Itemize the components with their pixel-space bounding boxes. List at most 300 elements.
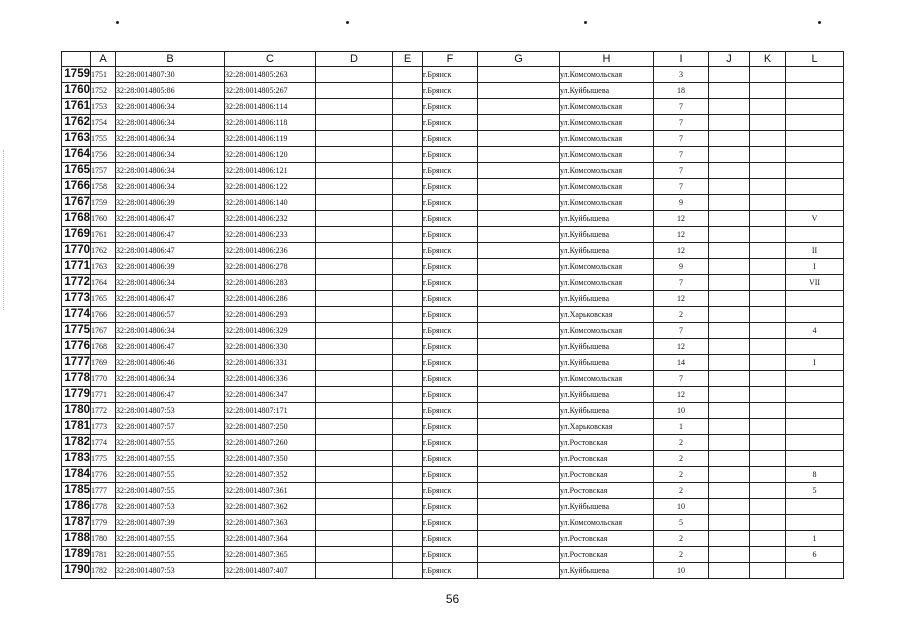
cell-c[interactable]: 32:28:0014806:140 <box>225 195 316 211</box>
cell-f[interactable]: г.Брянск <box>423 307 478 323</box>
cell-d[interactable] <box>316 563 393 579</box>
cell-i[interactable]: 2 <box>654 435 709 451</box>
cell-i[interactable]: 18 <box>654 83 709 99</box>
cell-f[interactable]: г.Брянск <box>423 179 478 195</box>
cell-f[interactable]: г.Брянск <box>423 499 478 515</box>
row-number[interactable]: 1761 <box>62 99 91 115</box>
cell-d[interactable] <box>316 163 393 179</box>
cell-f[interactable]: г.Брянск <box>423 515 478 531</box>
row-number[interactable]: 1786 <box>62 499 91 515</box>
cell-e[interactable] <box>393 339 423 355</box>
cell-i[interactable]: 3 <box>654 67 709 83</box>
cell-h[interactable]: ул.Комсомольская <box>560 259 654 275</box>
cell-k[interactable] <box>750 291 786 307</box>
cell-h[interactable]: ул.Куйбышева <box>560 387 654 403</box>
cell-g[interactable] <box>478 147 560 163</box>
cell-l[interactable]: 4 <box>786 323 844 339</box>
cell-g[interactable] <box>478 227 560 243</box>
cell-g[interactable] <box>478 371 560 387</box>
cell-g[interactable] <box>478 531 560 547</box>
cell-i[interactable]: 7 <box>654 99 709 115</box>
cell-c[interactable]: 32:28:0014807:361 <box>225 483 316 499</box>
cell-k[interactable] <box>750 307 786 323</box>
cell-d[interactable] <box>316 195 393 211</box>
cell-c[interactable]: 32:28:0014806:119 <box>225 131 316 147</box>
cell-j[interactable] <box>709 387 750 403</box>
cell-b[interactable]: 32:28:0014806:46 <box>116 355 225 371</box>
cell-k[interactable] <box>750 403 786 419</box>
cell-b[interactable]: 32:28:0014807:55 <box>116 547 225 563</box>
cell-d[interactable] <box>316 355 393 371</box>
cell-l[interactable] <box>786 83 844 99</box>
cell-j[interactable] <box>709 531 750 547</box>
row-number[interactable]: 1775 <box>62 323 91 339</box>
cell-c[interactable]: 32:28:0014807:363 <box>225 515 316 531</box>
cell-f[interactable]: г.Брянск <box>423 67 478 83</box>
cell-d[interactable] <box>316 291 393 307</box>
cell-f[interactable]: г.Брянск <box>423 403 478 419</box>
cell-h[interactable]: ул.Комсомольская <box>560 163 654 179</box>
cell-j[interactable] <box>709 355 750 371</box>
cell-j[interactable] <box>709 147 750 163</box>
row-number[interactable]: 1779 <box>62 387 91 403</box>
cell-e[interactable] <box>393 355 423 371</box>
cell-l[interactable] <box>786 435 844 451</box>
cell-g[interactable] <box>478 563 560 579</box>
row-number[interactable]: 1780 <box>62 403 91 419</box>
cell-a[interactable]: 1777 <box>91 483 116 499</box>
cell-b[interactable]: 32:28:0014806:47 <box>116 211 225 227</box>
cell-d[interactable] <box>316 467 393 483</box>
row-number[interactable]: 1774 <box>62 307 91 323</box>
cell-a[interactable]: 1760 <box>91 211 116 227</box>
cell-k[interactable] <box>750 67 786 83</box>
cell-l[interactable] <box>786 419 844 435</box>
cell-h[interactable]: ул.Комсомольская <box>560 115 654 131</box>
cell-a[interactable]: 1757 <box>91 163 116 179</box>
cell-l[interactable] <box>786 115 844 131</box>
cell-h[interactable]: ул.Куйбышева <box>560 499 654 515</box>
cell-k[interactable] <box>750 563 786 579</box>
cell-d[interactable] <box>316 515 393 531</box>
cell-j[interactable] <box>709 291 750 307</box>
cell-k[interactable] <box>750 195 786 211</box>
cell-k[interactable] <box>750 259 786 275</box>
cell-a[interactable]: 1768 <box>91 339 116 355</box>
cell-l[interactable]: 5 <box>786 483 844 499</box>
cell-d[interactable] <box>316 243 393 259</box>
cell-g[interactable] <box>478 499 560 515</box>
column-header-g[interactable]: G <box>478 52 560 67</box>
cell-e[interactable] <box>393 403 423 419</box>
row-number[interactable]: 1785 <box>62 483 91 499</box>
cell-j[interactable] <box>709 243 750 259</box>
cell-k[interactable] <box>750 531 786 547</box>
cell-e[interactable] <box>393 499 423 515</box>
cell-a[interactable]: 1753 <box>91 99 116 115</box>
cell-j[interactable] <box>709 483 750 499</box>
row-number[interactable]: 1781 <box>62 419 91 435</box>
cell-h[interactable]: ул.Харьковская <box>560 419 654 435</box>
cell-d[interactable] <box>316 547 393 563</box>
cell-k[interactable] <box>750 451 786 467</box>
cell-b[interactable]: 32:28:0014807:55 <box>116 483 225 499</box>
cell-j[interactable] <box>709 323 750 339</box>
cell-g[interactable] <box>478 419 560 435</box>
cell-b[interactable]: 32:28:0014806:34 <box>116 131 225 147</box>
cell-d[interactable] <box>316 451 393 467</box>
cell-a[interactable]: 1751 <box>91 67 116 83</box>
cell-i[interactable]: 2 <box>654 547 709 563</box>
row-number[interactable]: 1760 <box>62 83 91 99</box>
cell-e[interactable] <box>393 99 423 115</box>
cell-i[interactable]: 7 <box>654 163 709 179</box>
cell-a[interactable]: 1766 <box>91 307 116 323</box>
cell-j[interactable] <box>709 99 750 115</box>
cell-h[interactable]: ул.Куйбышева <box>560 291 654 307</box>
cell-g[interactable] <box>478 259 560 275</box>
cell-k[interactable] <box>750 355 786 371</box>
cell-e[interactable] <box>393 115 423 131</box>
cell-c[interactable]: 32:28:0014806:121 <box>225 163 316 179</box>
cell-c[interactable]: 32:28:0014806:118 <box>225 115 316 131</box>
cell-c[interactable]: 32:28:0014807:365 <box>225 547 316 563</box>
cell-g[interactable] <box>478 131 560 147</box>
cell-e[interactable] <box>393 563 423 579</box>
cell-h[interactable]: ул.Комсомольская <box>560 371 654 387</box>
cell-l[interactable]: 6 <box>786 547 844 563</box>
cell-f[interactable]: г.Брянск <box>423 131 478 147</box>
cell-a[interactable]: 1773 <box>91 419 116 435</box>
cell-f[interactable]: г.Брянск <box>423 435 478 451</box>
cell-k[interactable] <box>750 435 786 451</box>
cell-b[interactable]: 32:28:0014807:55 <box>116 451 225 467</box>
cell-f[interactable]: г.Брянск <box>423 195 478 211</box>
cell-f[interactable]: г.Брянск <box>423 387 478 403</box>
cell-d[interactable] <box>316 67 393 83</box>
cell-h[interactable]: ул.Куйбышева <box>560 243 654 259</box>
cell-e[interactable] <box>393 323 423 339</box>
column-header-f[interactable]: F <box>423 52 478 67</box>
cell-e[interactable] <box>393 163 423 179</box>
cell-a[interactable]: 1756 <box>91 147 116 163</box>
cell-d[interactable] <box>316 275 393 291</box>
cell-e[interactable] <box>393 419 423 435</box>
corner-cell[interactable] <box>62 52 91 67</box>
cell-c[interactable]: 32:28:0014806:283 <box>225 275 316 291</box>
cell-l[interactable] <box>786 131 844 147</box>
cell-f[interactable]: г.Брянск <box>423 115 478 131</box>
cell-j[interactable] <box>709 211 750 227</box>
cell-c[interactable]: 32:28:0014806:331 <box>225 355 316 371</box>
row-number[interactable]: 1766 <box>62 179 91 195</box>
cell-a[interactable]: 1775 <box>91 451 116 467</box>
cell-a[interactable]: 1765 <box>91 291 116 307</box>
cell-f[interactable]: г.Брянск <box>423 531 478 547</box>
cell-f[interactable]: г.Брянск <box>423 259 478 275</box>
cell-l[interactable] <box>786 499 844 515</box>
cell-g[interactable] <box>478 451 560 467</box>
cell-l[interactable] <box>786 195 844 211</box>
column-header-e[interactable]: E <box>393 52 423 67</box>
cell-e[interactable] <box>393 195 423 211</box>
cell-d[interactable] <box>316 83 393 99</box>
cell-g[interactable] <box>478 435 560 451</box>
cell-g[interactable] <box>478 243 560 259</box>
cell-f[interactable]: г.Брянск <box>423 99 478 115</box>
cell-e[interactable] <box>393 67 423 83</box>
cell-b[interactable]: 32:28:0014806:34 <box>116 99 225 115</box>
row-number[interactable]: 1759 <box>62 67 91 83</box>
cell-c[interactable]: 32:28:0014806:122 <box>225 179 316 195</box>
cell-c[interactable]: 32:28:0014807:171 <box>225 403 316 419</box>
column-header-c[interactable]: C <box>225 52 316 67</box>
cell-c[interactable]: 32:28:0014807:352 <box>225 467 316 483</box>
cell-f[interactable]: г.Брянск <box>423 371 478 387</box>
column-header-h[interactable]: H <box>560 52 654 67</box>
row-number[interactable]: 1778 <box>62 371 91 387</box>
cell-e[interactable] <box>393 387 423 403</box>
cell-l[interactable] <box>786 371 844 387</box>
cell-g[interactable] <box>478 515 560 531</box>
cell-f[interactable]: г.Брянск <box>423 483 478 499</box>
cell-i[interactable]: 9 <box>654 195 709 211</box>
cell-b[interactable]: 32:28:0014805:86 <box>116 83 225 99</box>
cell-b[interactable]: 32:28:0014806:47 <box>116 291 225 307</box>
cell-i[interactable]: 5 <box>654 515 709 531</box>
cell-a[interactable]: 1759 <box>91 195 116 211</box>
cell-j[interactable] <box>709 499 750 515</box>
cell-g[interactable] <box>478 211 560 227</box>
cell-f[interactable]: г.Брянск <box>423 147 478 163</box>
cell-k[interactable] <box>750 547 786 563</box>
cell-f[interactable]: г.Брянск <box>423 83 478 99</box>
cell-j[interactable] <box>709 163 750 179</box>
cell-j[interactable] <box>709 563 750 579</box>
cell-j[interactable] <box>709 259 750 275</box>
cell-l[interactable] <box>786 67 844 83</box>
cell-l[interactable] <box>786 179 844 195</box>
cell-e[interactable] <box>393 147 423 163</box>
cell-l[interactable] <box>786 563 844 579</box>
cell-h[interactable]: ул.Ростовская <box>560 547 654 563</box>
cell-b[interactable]: 32:28:0014807:53 <box>116 499 225 515</box>
cell-l[interactable] <box>786 291 844 307</box>
cell-j[interactable] <box>709 115 750 131</box>
cell-k[interactable] <box>750 419 786 435</box>
cell-i[interactable]: 12 <box>654 339 709 355</box>
cell-g[interactable] <box>478 355 560 371</box>
cell-i[interactable]: 2 <box>654 483 709 499</box>
column-header-i[interactable]: I <box>654 52 709 67</box>
cell-i[interactable]: 10 <box>654 403 709 419</box>
cell-b[interactable]: 32:28:0014807:39 <box>116 515 225 531</box>
cell-d[interactable] <box>316 387 393 403</box>
cell-h[interactable]: ул.Комсомольская <box>560 67 654 83</box>
cell-e[interactable] <box>393 467 423 483</box>
cell-g[interactable] <box>478 483 560 499</box>
cell-c[interactable]: 32:28:0014807:362 <box>225 499 316 515</box>
cell-e[interactable] <box>393 243 423 259</box>
cell-j[interactable] <box>709 227 750 243</box>
cell-f[interactable]: г.Брянск <box>423 163 478 179</box>
cell-j[interactable] <box>709 179 750 195</box>
cell-b[interactable]: 32:28:0014806:47 <box>116 227 225 243</box>
cell-k[interactable] <box>750 387 786 403</box>
cell-k[interactable] <box>750 275 786 291</box>
row-number[interactable]: 1769 <box>62 227 91 243</box>
cell-i[interactable]: 7 <box>654 275 709 291</box>
cell-l[interactable]: I <box>786 355 844 371</box>
cell-h[interactable]: ул.Ростовская <box>560 483 654 499</box>
cell-k[interactable] <box>750 323 786 339</box>
row-number[interactable]: 1768 <box>62 211 91 227</box>
cell-b[interactable]: 32:28:0014807:55 <box>116 467 225 483</box>
cell-d[interactable] <box>316 211 393 227</box>
cell-h[interactable]: ул.Куйбышева <box>560 339 654 355</box>
cell-d[interactable] <box>316 323 393 339</box>
cell-k[interactable] <box>750 179 786 195</box>
cell-k[interactable] <box>750 131 786 147</box>
cell-a[interactable]: 1774 <box>91 435 116 451</box>
cell-f[interactable]: г.Брянск <box>423 339 478 355</box>
cell-b[interactable]: 32:28:0014806:34 <box>116 115 225 131</box>
cell-f[interactable]: г.Брянск <box>423 419 478 435</box>
cell-g[interactable] <box>478 291 560 307</box>
column-header-d[interactable]: D <box>316 52 393 67</box>
cell-i[interactable]: 9 <box>654 259 709 275</box>
cell-f[interactable]: г.Брянск <box>423 547 478 563</box>
cell-l[interactable]: V <box>786 211 844 227</box>
cell-h[interactable]: ул.Ростовская <box>560 467 654 483</box>
row-number[interactable]: 1777 <box>62 355 91 371</box>
cell-k[interactable] <box>750 115 786 131</box>
cell-i[interactable]: 7 <box>654 147 709 163</box>
cell-i[interactable]: 2 <box>654 467 709 483</box>
row-number[interactable]: 1764 <box>62 147 91 163</box>
row-number[interactable]: 1784 <box>62 467 91 483</box>
cell-l[interactable]: I <box>786 259 844 275</box>
cell-e[interactable] <box>393 227 423 243</box>
cell-e[interactable] <box>393 547 423 563</box>
cell-j[interactable] <box>709 307 750 323</box>
cell-b[interactable]: 32:28:0014807:30 <box>116 67 225 83</box>
cell-g[interactable] <box>478 275 560 291</box>
cell-h[interactable]: ул.Комсомольская <box>560 131 654 147</box>
cell-h[interactable]: ул.Комсомольская <box>560 515 654 531</box>
cell-l[interactable] <box>786 307 844 323</box>
cell-k[interactable] <box>750 467 786 483</box>
cell-f[interactable]: г.Брянск <box>423 467 478 483</box>
cell-b[interactable]: 32:28:0014806:34 <box>116 371 225 387</box>
cell-j[interactable] <box>709 515 750 531</box>
cell-d[interactable] <box>316 179 393 195</box>
cell-h[interactable]: ул.Ростовская <box>560 435 654 451</box>
cell-k[interactable] <box>750 147 786 163</box>
cell-j[interactable] <box>709 67 750 83</box>
cell-b[interactable]: 32:28:0014806:34 <box>116 323 225 339</box>
cell-k[interactable] <box>750 227 786 243</box>
cell-h[interactable]: ул.Харьковская <box>560 307 654 323</box>
cell-f[interactable]: г.Брянск <box>423 355 478 371</box>
cell-h[interactable]: ул.Комсомольская <box>560 99 654 115</box>
cell-g[interactable] <box>478 307 560 323</box>
cell-h[interactable]: ул.Комсомольская <box>560 323 654 339</box>
cell-g[interactable] <box>478 83 560 99</box>
cell-a[interactable]: 1770 <box>91 371 116 387</box>
cell-b[interactable]: 32:28:0014807:53 <box>116 403 225 419</box>
cell-j[interactable] <box>709 419 750 435</box>
cell-a[interactable]: 1754 <box>91 115 116 131</box>
cell-f[interactable]: г.Брянск <box>423 243 478 259</box>
cell-j[interactable] <box>709 131 750 147</box>
cell-c[interactable]: 32:28:0014805:263 <box>225 67 316 83</box>
cell-c[interactable]: 32:28:0014806:293 <box>225 307 316 323</box>
cell-i[interactable]: 7 <box>654 115 709 131</box>
cell-d[interactable] <box>316 531 393 547</box>
cell-l[interactable] <box>786 515 844 531</box>
cell-d[interactable] <box>316 435 393 451</box>
cell-d[interactable] <box>316 483 393 499</box>
cell-f[interactable]: г.Брянск <box>423 291 478 307</box>
cell-e[interactable] <box>393 483 423 499</box>
cell-c[interactable]: 32:28:0014806:336 <box>225 371 316 387</box>
cell-d[interactable] <box>316 115 393 131</box>
cell-g[interactable] <box>478 339 560 355</box>
cell-j[interactable] <box>709 275 750 291</box>
cell-i[interactable]: 7 <box>654 323 709 339</box>
cell-k[interactable] <box>750 83 786 99</box>
row-number[interactable]: 1782 <box>62 435 91 451</box>
cell-f[interactable]: г.Брянск <box>423 323 478 339</box>
row-number[interactable]: 1773 <box>62 291 91 307</box>
cell-l[interactable] <box>786 163 844 179</box>
cell-k[interactable] <box>750 339 786 355</box>
cell-d[interactable] <box>316 147 393 163</box>
cell-h[interactable]: ул.Куйбышева <box>560 403 654 419</box>
cell-i[interactable]: 1 <box>654 419 709 435</box>
cell-j[interactable] <box>709 451 750 467</box>
column-header-l[interactable]: L <box>786 52 844 67</box>
cell-k[interactable] <box>750 243 786 259</box>
cell-a[interactable]: 1769 <box>91 355 116 371</box>
cell-c[interactable]: 32:28:0014806:232 <box>225 211 316 227</box>
cell-h[interactable]: ул.Ростовская <box>560 451 654 467</box>
cell-a[interactable]: 1767 <box>91 323 116 339</box>
cell-j[interactable] <box>709 547 750 563</box>
row-number[interactable]: 1776 <box>62 339 91 355</box>
cell-k[interactable] <box>750 371 786 387</box>
cell-b[interactable]: 32:28:0014806:47 <box>116 387 225 403</box>
cell-d[interactable] <box>316 371 393 387</box>
row-number[interactable]: 1770 <box>62 243 91 259</box>
cell-j[interactable] <box>709 435 750 451</box>
column-header-b[interactable]: B <box>116 52 225 67</box>
cell-j[interactable] <box>709 371 750 387</box>
cell-g[interactable] <box>478 99 560 115</box>
cell-a[interactable]: 1755 <box>91 131 116 147</box>
cell-e[interactable] <box>393 435 423 451</box>
cell-g[interactable] <box>478 163 560 179</box>
cell-i[interactable]: 7 <box>654 131 709 147</box>
row-number[interactable]: 1763 <box>62 131 91 147</box>
cell-i[interactable]: 12 <box>654 243 709 259</box>
cell-c[interactable]: 32:28:0014806:236 <box>225 243 316 259</box>
cell-g[interactable] <box>478 547 560 563</box>
cell-e[interactable] <box>393 131 423 147</box>
cell-i[interactable]: 10 <box>654 499 709 515</box>
row-number[interactable]: 1765 <box>62 163 91 179</box>
